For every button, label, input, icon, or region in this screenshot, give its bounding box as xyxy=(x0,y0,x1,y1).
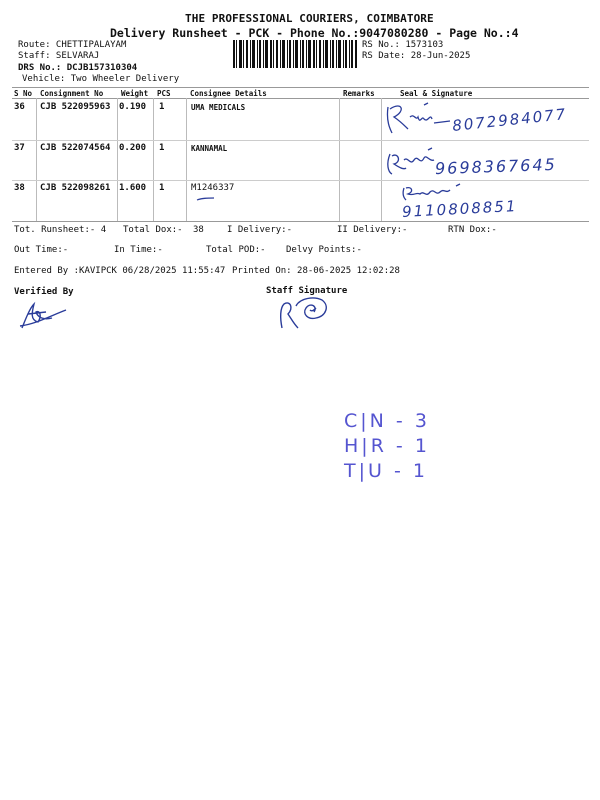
col-header-consignment: Consignment No xyxy=(40,89,104,98)
table-row-rule xyxy=(12,140,589,141)
col-header-sno: S No xyxy=(14,89,33,98)
staff-signature xyxy=(274,292,338,336)
table-cell-pcs: 1 xyxy=(159,183,165,193)
table-row-rule xyxy=(12,180,589,181)
tot-runsheet: Tot. Runsheet:- 4 xyxy=(14,225,107,235)
verified-by-label: Verified By xyxy=(14,287,74,297)
runsheet-title: Delivery Runsheet - PCK - Phone No.:9047080280 - Page No.:4 xyxy=(110,26,519,40)
verifier-signature xyxy=(16,300,74,332)
total-dox-value: 38 xyxy=(193,225,204,235)
table-cell-consignment: CJB 522074564 xyxy=(40,143,111,153)
total-dox-label: Total Dox:- xyxy=(123,225,183,235)
receiver-phone: 9110808851 xyxy=(401,196,518,222)
delvy-points: Delvy Points:- xyxy=(286,245,362,255)
handwritten-note: H|R - 1 xyxy=(344,435,430,457)
col-header-remarks: Remarks xyxy=(343,89,375,98)
route: Route: CHETTIPALAYAM xyxy=(18,40,127,50)
total-pod: Total POD:- xyxy=(206,245,266,255)
printed-on: Printed On: 28-06-2025 12:02:28 xyxy=(232,266,400,276)
col-divider xyxy=(153,98,154,221)
col-header-consignee: Consignee Details xyxy=(190,89,267,98)
table-bottom-rule xyxy=(12,221,589,222)
col-divider xyxy=(339,98,340,221)
col-header-pcs: PCS xyxy=(157,89,171,98)
consignee-mark xyxy=(196,196,216,202)
table-cell-consignment: CJB 522095963 xyxy=(40,102,111,112)
vehicle: Vehicle: Two Wheeler Delivery xyxy=(22,74,180,84)
table-cell-weight: 0.190 xyxy=(119,102,147,112)
rs-date: RS Date: 28-Jun-2025 xyxy=(362,51,471,61)
handwritten-note: C|N - 3 xyxy=(344,410,430,432)
col-header-weight: Weight xyxy=(121,89,149,98)
table-cell-consignment: CJB 522098261 xyxy=(40,183,111,193)
table-cell-sno: 37 xyxy=(14,143,25,153)
table-cell-pcs: 1 xyxy=(159,102,165,112)
table-cell-consignee: UMA MEDICALS xyxy=(191,103,246,112)
table-cell-consignee: KANNAMAL xyxy=(191,144,228,153)
rtn-dox: RTN Dox:- xyxy=(448,225,497,235)
receiver-phone: 8072984077 xyxy=(451,105,569,135)
table-cell-sno: 38 xyxy=(14,183,25,193)
col-divider xyxy=(381,98,382,221)
staff: Staff: SELVARAJ xyxy=(18,51,100,61)
table-cell-weight: 1.600 xyxy=(119,183,147,193)
out-time: Out Time:- xyxy=(14,245,69,255)
table-cell-sno: 36 xyxy=(14,102,25,112)
entered-by: Entered By :KAVIPCK 06/28/2025 11:55:47 xyxy=(14,266,226,276)
table-cell-weight: 0.200 xyxy=(119,143,147,153)
col-header-seal: Seal & Signature xyxy=(400,89,473,98)
drs-number: DRS No.: DCJB157310304 xyxy=(18,63,138,73)
receiver-signature xyxy=(384,99,454,139)
receiver-phone: 9698367645 xyxy=(434,154,558,179)
table-cell-pcs: 1 xyxy=(159,143,165,153)
handwritten-note: T|U - 1 xyxy=(344,460,428,482)
table-cell-consignee: M1246337 xyxy=(191,183,235,193)
col-divider xyxy=(36,98,37,221)
staff-signature-label: Staff Signature xyxy=(266,286,348,296)
col-divider xyxy=(117,98,118,221)
table-top-rule xyxy=(12,87,589,88)
i-delivery: I Delivery:- xyxy=(227,225,293,235)
rs-number: RS No.: 1573103 xyxy=(362,40,444,50)
ii-delivery: II Delivery:- xyxy=(337,225,408,235)
in-time: In Time:- xyxy=(114,245,163,255)
col-divider xyxy=(186,98,187,221)
barcode xyxy=(233,40,357,68)
table-header-rule xyxy=(12,98,589,99)
company-title: THE PROFESSIONAL COURIERS, COIMBATORE xyxy=(185,12,434,25)
